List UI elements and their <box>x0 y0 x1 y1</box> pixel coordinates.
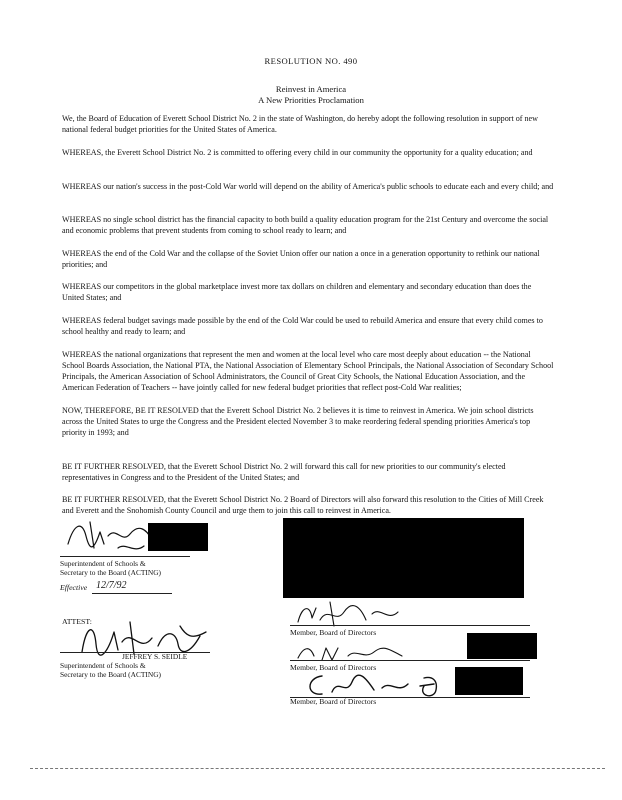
whereas-paragraph-5: WHEREAS our competitors in the global marketplace invest more tax dollars on children and elementary and secondary education than does the United States; and <box>62 282 532 302</box>
effective-date: 12/7/92 <box>96 580 127 591</box>
resolved-paragraph: NOW, THEREFORE, BE IT RESOLVED that the Everett School District No. 2 believes it is time to reinvest in America. We join school districts across the United States to urge the Congress and the President elected November 3 to make reordering federal spending priorities America's top priority in 1993; and <box>62 406 534 437</box>
redaction-block <box>467 633 537 659</box>
redaction-block <box>455 667 523 695</box>
redaction-block <box>283 518 524 598</box>
effective-date-line <box>92 593 172 594</box>
whereas-paragraph-2: WHEREAS our nation's success in the post-Cold War world will depend on the ability of America's public schools to educate each and every child; and <box>62 182 554 191</box>
attest-caption <box>60 652 187 680</box>
attest-name: JEFFREY S. SEIDLE <box>122 652 188 661</box>
whereas-paragraph-6: WHEREAS federal budget savings made possible by the end of the Cold War could be used to rebuild America and ensure that every child comes to school healthy and ready to learn; and <box>62 316 543 336</box>
secretary-title-line1: Superintendent of Schools & <box>60 559 146 568</box>
member-signature-line-1 <box>290 625 530 626</box>
secretary-signature-caption <box>60 559 161 577</box>
attest-title-line2: Secretary to the Board <box>60 670 127 680</box>
member-label-1: Member, Board of Directors <box>290 628 377 637</box>
signature-line <box>60 556 190 557</box>
whereas-paragraph-7: WHEREAS the national organizations that represent the men and women at the local level who care most deeply about education -- the National School Boards Association, the National PTA, the National Association of Elementary School Principals, the National Association of Secondary School Principals, the American Association of School Administrators, the Council of Great City Schools, the National Education Association, and the American Federation of Teachers -- have jointly called for new federal budget priorities that reflect post-Cold War realities; <box>62 350 554 392</box>
secretary-role-tag: (ACTING) <box>128 568 161 578</box>
member-label-2: Member, Board of Directors <box>290 663 377 672</box>
whereas-paragraph-1: WHEREAS, the Everett School District No. 2 is committed to offering every child in our community the opportunity for a quality education; and <box>62 148 533 157</box>
attest-label: ATTEST: <box>62 617 92 626</box>
member-signature <box>292 668 462 700</box>
effective-label: Effective <box>60 583 88 592</box>
secretary-title-line2: Secretary to the Board <box>60 568 127 578</box>
resolution-title: Reinvest in America <box>275 84 347 94</box>
attest-role-tag: (ACTING) <box>128 670 161 680</box>
whereas-paragraph-3: WHEREAS no single school district has the financial capacity to both build a quality education program for the 21st Century and overcome the social and economic problems that prevent students from coming to school ready to learn; and <box>62 215 549 235</box>
attest-title-line1: Superintendent of Schools & <box>60 661 146 671</box>
member-label-3: Member, Board of Directors <box>290 697 377 706</box>
preamble-paragraph: We, the Board of Education of Everett School District No. 2 in the state of Washington, do hereby adopt the following resolution in support of new national federal budget priorities for the United States of America. <box>62 114 538 134</box>
further-resolved-paragraph-1: BE IT FURTHER RESOLVED, that the Everett School District No. 2 will forward this call for new priorities to our community's elected representatives in Congress and to the President of the United States; and <box>62 462 506 482</box>
page-bottom-rule <box>30 768 605 769</box>
resolution-number: RESOLUTION NO. 490 <box>264 56 358 66</box>
redaction-block <box>148 523 208 551</box>
resolution-subtitle: A New Priorities Proclamation <box>258 95 364 105</box>
further-resolved-paragraph-2: BE IT FURTHER RESOLVED, that the Everett School District No. 2 Board of Directors will also forward this resolution to the Cities of Mill Creek and Everett and the Snohomish County Council and urge them to join this call to reinvest in America. <box>62 495 544 515</box>
member-signature-line-2 <box>290 660 530 661</box>
whereas-paragraph-4: WHEREAS the end of the Cold War and the collapse of the Soviet Union offer our nation a once in a generation opportunity to rethink our national priorities; and <box>62 249 540 269</box>
